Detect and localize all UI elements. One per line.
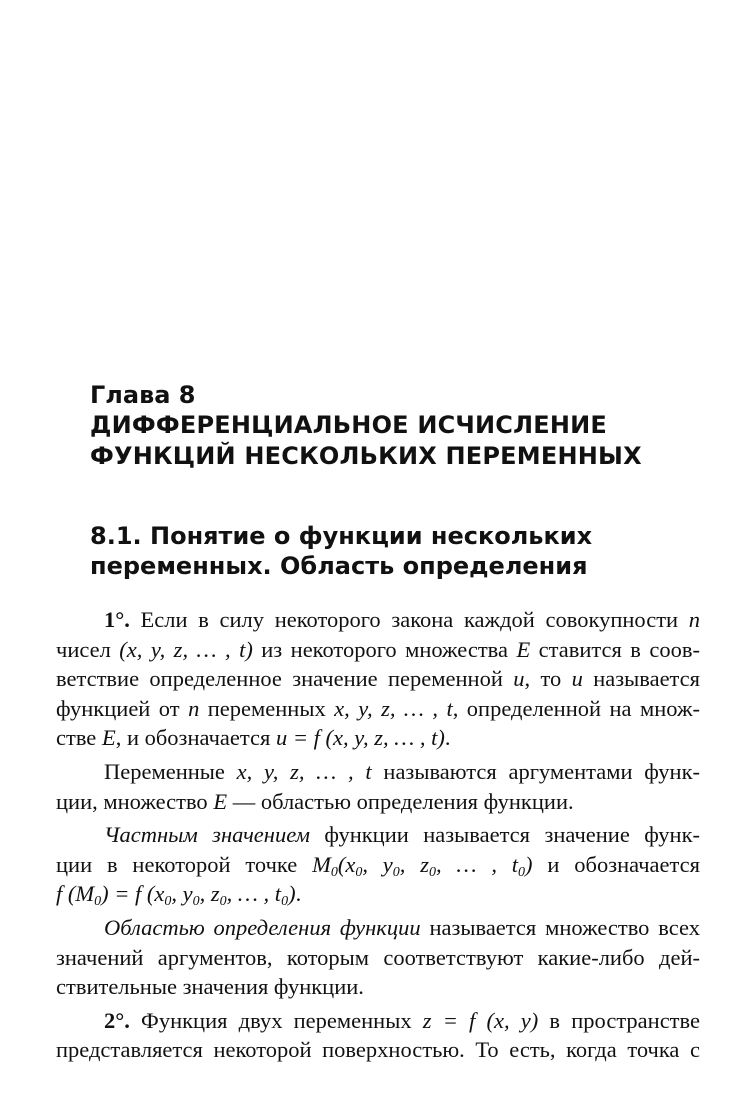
text-run: в пространстве — [538, 1007, 700, 1033]
subscript: 0 — [219, 894, 227, 910]
math-expression — [56, 881, 296, 910]
math-run: ) = f (x — [101, 881, 165, 907]
text-run: переменных — [199, 695, 335, 721]
subscript: 0 — [355, 864, 363, 880]
text-run: чисел — [56, 636, 120, 662]
text-line — [56, 757, 700, 787]
text-line — [56, 1006, 700, 1036]
text-line — [56, 605, 700, 635]
section-title-line-2: переменных. Область определения — [90, 551, 588, 580]
section-heading — [90, 520, 690, 579]
defined-term: Частным значением — [104, 822, 310, 848]
text-line — [56, 879, 700, 909]
text-line — [56, 664, 700, 694]
text-run: , то — [524, 666, 572, 692]
math-var: n — [188, 695, 200, 721]
math-var: E — [213, 788, 228, 814]
text-line: представляется некоторой поверхностью. То есть, когда точка с — [56, 1037, 700, 1063]
subscript: 0 — [164, 894, 172, 910]
text-run: , определенной на множ- — [452, 695, 700, 721]
math-run: , … , t — [436, 851, 519, 877]
math-var: u — [513, 666, 525, 692]
math-var: M — [312, 851, 331, 877]
paragraph-1 — [56, 605, 700, 753]
subscript: 0 — [281, 894, 289, 910]
text-line — [56, 850, 700, 880]
math-expression — [312, 851, 533, 880]
text-run: функции называется значение функ- — [310, 822, 700, 848]
text-run: функцией от — [56, 695, 189, 721]
section-title-line-1: 8.1. Понятие о функции нескольких — [90, 522, 593, 550]
math-run: ) — [288, 881, 296, 907]
math-expression: u = f (x, y, z, … , t) — [275, 725, 445, 751]
text-run: — областью определения функции. — [227, 788, 574, 814]
subscript: 0 — [392, 864, 400, 880]
text-run: Переменные — [104, 758, 237, 784]
math-var: u — [571, 666, 583, 692]
chapter-label: Глава 8 — [90, 381, 196, 409]
math-run: , … , t — [226, 881, 282, 907]
math-var: E — [101, 725, 116, 751]
math-run: , y — [362, 851, 393, 877]
item-number: 2°. — [104, 1007, 130, 1033]
body-text — [56, 605, 700, 1065]
math-expression: z = f (x, y) — [422, 1007, 539, 1033]
text-run: ции в некоторой точке — [56, 851, 313, 877]
defined-term: Областью определения функции — [104, 914, 421, 940]
text-run: ветствие определенное значение переменной — [56, 666, 514, 692]
math-run: f (M — [56, 881, 95, 907]
text-run: называются аргументами функ- — [371, 758, 701, 784]
text-run: ставится в соов- — [530, 636, 700, 662]
math-run: , z — [199, 881, 220, 907]
subscript: 0 — [192, 894, 200, 910]
subscript: 0 — [94, 894, 102, 910]
text-line — [56, 635, 700, 665]
text-run: Если в силу некоторого закона каждой совокупности — [129, 607, 689, 632]
math-var: n — [688, 607, 700, 632]
paragraph-2 — [56, 757, 700, 816]
math-run: ) — [525, 851, 533, 877]
math-run: , z — [399, 851, 430, 877]
text-line: значений аргументов, которым соответствуют какие-либо дей- — [56, 944, 700, 970]
text-line — [56, 913, 700, 943]
text-run: . — [444, 725, 451, 751]
chapter-title-line-1: ДИФФЕРЕНЦИАЛЬНОЕ ИСЧИСЛЕНИЕ — [90, 411, 608, 439]
text-line — [56, 820, 700, 850]
text-run: называется — [582, 666, 700, 692]
subscript: 0 — [518, 864, 526, 880]
math-var: E — [516, 636, 531, 662]
math-run: (x — [337, 851, 356, 877]
item-number: 1°. — [104, 607, 130, 632]
math-expression: x, y, z, … , t — [236, 758, 372, 784]
math-expression: (x, y, z, … , t) — [119, 636, 253, 662]
text-run: из некоторого множества — [252, 636, 517, 662]
text-run: , и обозначается — [115, 725, 276, 751]
paragraph-4 — [56, 913, 700, 1002]
text-run: . — [295, 881, 302, 907]
text-run: и обозначается — [532, 851, 700, 877]
subscript: 0 — [429, 864, 437, 880]
text-run: стве — [56, 725, 102, 751]
text-line — [56, 723, 700, 753]
text-line — [56, 787, 700, 817]
text-line — [56, 694, 700, 724]
text-run: Функция двух переменных — [129, 1007, 423, 1033]
text-run: называется множество всех — [420, 914, 700, 940]
paragraph-3 — [56, 820, 700, 909]
math-expression: x, y, z, … , t — [334, 695, 453, 721]
text-run: ции, множество — [56, 788, 214, 814]
chapter-heading — [90, 380, 690, 472]
math-run: , y — [171, 881, 193, 907]
chapter-title-line-2: ФУНКЦИЙ НЕСКОЛЬКИХ ПЕРЕМЕННЫХ — [90, 442, 642, 470]
text-line: ствительные значения функции. — [56, 974, 364, 1000]
subscript: 0 — [330, 864, 338, 880]
paragraph-5 — [56, 1006, 700, 1065]
